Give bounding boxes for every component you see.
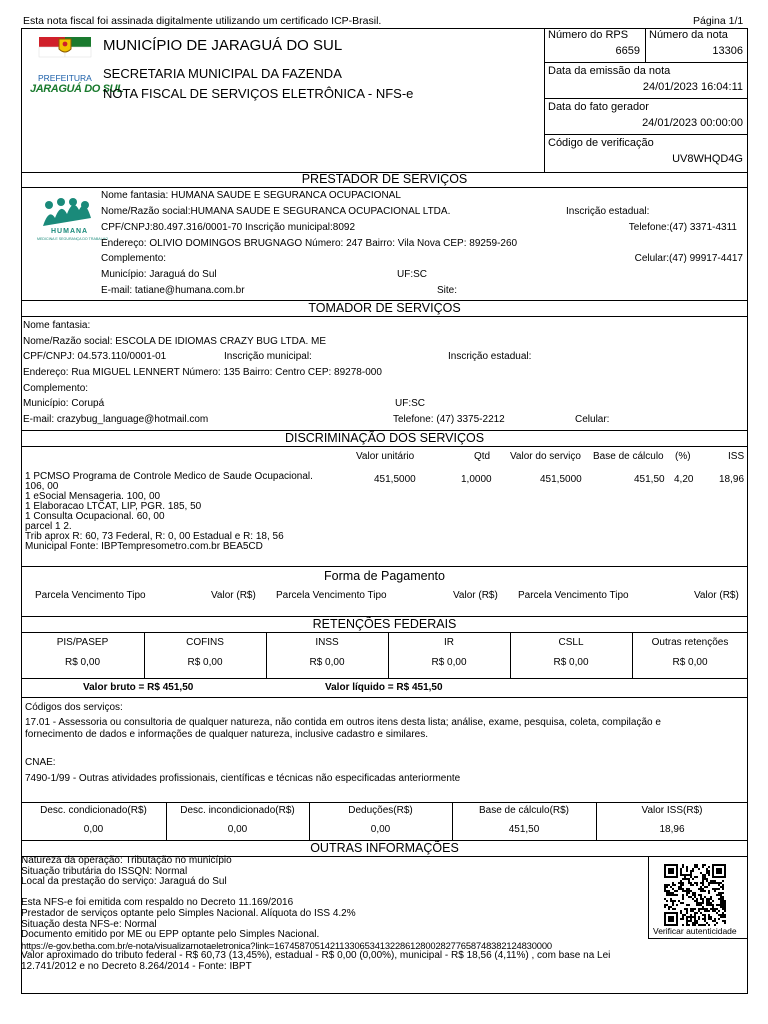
- info-line: Valor aproximado do tributo federal - R$ 60,73 (13,45%), estadual - R$ 0,00 (0,00%), municipal - R$ 18,56 (4,11%) , com base na Lei: [21, 950, 611, 962]
- service-line: 1 Elaboracao LTCAT, LIP, PGR. 185, 50: [25, 501, 202, 512]
- outras-retencoes-label: Outras retenções: [651, 637, 729, 648]
- csll-label: CSLL: [558, 637, 584, 648]
- tomador-uf: UF:SC: [395, 398, 425, 409]
- pis-pasep-label: PIS/PASEP: [56, 637, 109, 648]
- valor-liquido: Valor líquido = R$ 451,50: [325, 682, 443, 693]
- info-line: Esta NFS-e foi emitida com respaldo no Decreto 11.169/2016: [21, 897, 294, 909]
- valor-iss-label: Valor ISS(R$): [641, 805, 703, 816]
- payment-group2-valor: Valor (R$): [453, 590, 498, 601]
- nota-number-label: Número da nota: [649, 29, 728, 41]
- rps-number-value: 6659: [615, 45, 640, 57]
- prestador-section-title: PRESTADOR DE SERVIÇOS: [301, 172, 468, 186]
- prestador-telefone: Telefone:(47) 3371-4311: [628, 222, 737, 233]
- payment-group1-valor: Valor (R$): [211, 590, 256, 601]
- cnae-label: CNAE:: [25, 757, 56, 768]
- inss-label: INSS: [315, 637, 339, 648]
- prestador-celular: Celular:(47) 99917-4417: [634, 253, 743, 264]
- prestador-uf: UF:SC: [397, 269, 427, 280]
- ir-value: R$ 0,00: [431, 657, 467, 668]
- service-code-description-line2: fornecimento de dados e informações de qualquer natureza, inclusive cadastro e similares.: [25, 729, 428, 740]
- pis-pasep-value: R$ 0,00: [64, 657, 101, 668]
- info-line: 12.741/2012 e no Decreto 8.264/2014 - Fonte: IBPT: [21, 960, 252, 972]
- desc-condicionado-value: 0,00: [83, 824, 104, 835]
- info-line: Prestador de serviços optante pelo Simples Nacional. Alíquota do ISS 4.2%: [21, 907, 356, 919]
- service-code-description-line1: 17.01 - Assessoria ou consultoria de qualquer natureza, não contida em outros itens desta lista; análise, exame, pesquisa, coleta, compilação e: [25, 717, 661, 728]
- valor-unitario-value: 451,5000: [374, 474, 416, 485]
- service-line: parcel 1 2.: [25, 521, 72, 532]
- col-qtd: Qtd: [474, 451, 491, 462]
- base-calculo-total-label: Base de cálculo(R$): [478, 805, 570, 816]
- valor-servico-value: 451,5000: [540, 474, 582, 485]
- tomador-inscricao-municipal: Inscrição municipal:: [224, 351, 312, 362]
- desc-incondicionado-label: Desc. incondicionado(R$): [180, 805, 295, 816]
- prestador-municipio: Município: Jaraguá do Sul: [101, 269, 217, 280]
- inss-value: R$ 0,00: [309, 657, 345, 668]
- deducoes-value: 0,00: [370, 824, 391, 835]
- trigger-date-value: 24/01/2023 00:00:00: [642, 117, 743, 129]
- prestador-cpf-cnpj: CPF/CNPJ:80.497.316/0001-70 Inscrição municipal:8092: [101, 222, 356, 233]
- csll-value: R$ 0,00: [553, 657, 589, 668]
- prestador-site: Site:: [437, 285, 458, 296]
- valor-bruto: Valor bruto = R$ 451,50: [83, 682, 194, 693]
- outras-retencoes-value: R$ 0,00: [672, 657, 708, 668]
- tomador-razao-social: Nome/Razão social: ESCOLA DE IDIOMAS CRAZY BUG LTDA. ME: [23, 336, 327, 347]
- desc-condicionado-label: Desc. condicionado(R$): [40, 805, 147, 816]
- cofins-value: R$ 0,00: [187, 657, 223, 668]
- prestador-email: E-mail: tatiane@humana.com.br: [101, 285, 245, 296]
- tomador-telefone: Telefone: (47) 3375-2212: [393, 414, 505, 425]
- emission-date-value: 24/01/2023 16:04:11: [642, 81, 743, 93]
- prestador-inscricao-estadual: Inscrição estadual:: [566, 206, 650, 217]
- people-group-icon: [37, 196, 99, 230]
- tomador-nome-fantasia: Nome fantasia:: [23, 320, 91, 331]
- base-calculo-total-value: 451,50: [508, 824, 540, 835]
- desc-incondicionado-value: 0,00: [227, 824, 248, 835]
- retencoes-section-title: RETENÇÕES FEDERAIS: [312, 617, 457, 631]
- info-line: Situação tributária do ISSQN: Normal: [21, 865, 188, 877]
- percent-value: 4,20: [674, 474, 694, 485]
- tomador-endereco: Endereço: Rua MIGUEL LENNERT Número: 135 Bairro: Centro CEP: 89278-000: [23, 367, 382, 378]
- humana-company-logo: HUMANA MEDICINA E SEGURANÇA DO TRABALHO: [37, 196, 99, 246]
- verification-code-label: Código de verificação: [548, 137, 654, 149]
- base-calculo-value: 451,50: [634, 474, 665, 485]
- prestador-razao-social: Nome/Razão social:HUMANA SAUDE E SEGURANCA OCUPACIONAL LTDA.: [101, 206, 451, 217]
- tomador-email: E-mail: crazybug_language@hotmail.com: [23, 414, 209, 425]
- cofins-label: COFINS: [186, 637, 224, 648]
- nota-number-value: 13306: [712, 45, 743, 57]
- codigos-servicos-label: Códigos dos serviços:: [25, 702, 123, 713]
- document-title: NOTA FISCAL DE SERVIÇOS ELETRÔNICA - NFS-e: [103, 86, 414, 101]
- outras-info-text: [21, 856, 610, 973]
- ir-label: IR: [444, 637, 454, 648]
- tomador-complemento: Complemento:: [23, 383, 89, 394]
- servicos-section-title: DISCRIMINAÇÃO DOS SERVIÇOS: [284, 431, 485, 445]
- pagamento-section-title: Forma de Pagamento: [324, 569, 445, 583]
- col-percent: (%): [675, 451, 691, 462]
- payment-group3-columns: Parcela Vencimento Tipo: [518, 590, 629, 601]
- info-line: Documento emitido por ME ou EPP optante pelo Simples Nacional.: [21, 929, 320, 941]
- info-line: Local da prestação do serviço: Jaraguá do Sul: [21, 876, 227, 888]
- prestador-complemento: Complemento:: [101, 253, 167, 264]
- verify-authenticity-link[interactable]: Verificar autenticidade: [653, 926, 737, 936]
- secretariat-name: SECRETARIA MUNICIPAL DA FAZENDA: [103, 66, 342, 81]
- deducoes-label: Deduções(R$): [348, 805, 413, 816]
- info-line: Natureza da operação: Tributação no município: [21, 855, 232, 866]
- municipality-name: MUNICÍPIO DE JARAGUÁ DO SUL: [103, 37, 343, 54]
- col-iss: ISS: [728, 451, 745, 462]
- service-line: 1 PCMSO Programa de Controle Medico de Saude Ocupacional.: [25, 471, 313, 482]
- tomador-inscricao-estadual: Inscrição estadual:: [448, 351, 532, 362]
- rps-number-label: Número do RPS: [548, 29, 629, 41]
- qr-code-icon[interactable]: [664, 864, 726, 926]
- tomador-cpf-cnpj: CPF/CNPJ: 04.573.110/0001-01: [23, 351, 167, 362]
- tomador-section-title: TOMADOR DE SERVIÇOS: [308, 301, 461, 315]
- prefeitura-jaragua-logo: PREFEITURA JARAGUÁ DO SUL: [33, 33, 105, 99]
- payment-group1-columns: Parcela Vencimento Tipo: [35, 590, 146, 601]
- info-line: Situação desta NFS-e: Normal: [21, 918, 157, 930]
- service-line: 106, 00: [25, 481, 59, 492]
- col-valor-servico: Valor do serviço: [510, 451, 581, 462]
- payment-group2-columns: Parcela Vencimento Tipo: [276, 590, 387, 601]
- city-flag-icon: [33, 33, 105, 73]
- iss-value: 18,96: [719, 474, 745, 485]
- col-base-calculo: Base de cálculo: [593, 451, 664, 462]
- outras-info-section-title: OUTRAS INFORMAÇÕES: [310, 841, 459, 855]
- payment-group3-valor: Valor (R$): [694, 590, 739, 601]
- service-line: 1 eSocial Mensageria. 100, 00: [25, 491, 161, 502]
- page-number: Página 1/1: [693, 15, 744, 27]
- tomador-municipio: Município: Corupá: [23, 398, 105, 409]
- digital-signature-notice: Esta nota fiscal foi assinada digitalmente utilizando um certificado ICP-Brasil.: [23, 15, 382, 27]
- prestador-endereco: Endereço: OLIVIO DOMINGOS BRUGNAGO Número: 247 Bairro: Vila Nova CEP: 89259-260: [101, 238, 518, 249]
- service-line: Trib aprox R: 60, 73 Federal, R: 0, 00 Estadual e R: 18, 56: [25, 531, 284, 542]
- qtd-value: 1,0000: [461, 474, 492, 485]
- valor-iss-value: 18,96: [659, 824, 685, 835]
- service-line: Municipal Fonte: IBPTempresometro.com.br BEA5CD: [25, 541, 263, 552]
- verification-code-value: UV8WHQD4G: [672, 153, 743, 165]
- tomador-celular: Celular:: [575, 414, 610, 425]
- col-valor-unitario: Valor unitário: [356, 451, 415, 462]
- service-description: [25, 472, 313, 552]
- verification-url[interactable]: https://e-gov.betha.com.br/e-nota/visualizarnotaeletronica?link=1674587051421133065341322861280028277658748382124830000: [21, 939, 552, 951]
- emission-date-label: Data da emissão da nota: [548, 65, 671, 77]
- prestador-nome-fantasia: Nome fantasia: HUMANA SAUDE E SEGURANCA OCUPACIONAL: [101, 190, 401, 201]
- service-line: 1 Consulta Ocupacional. 60, 00: [25, 511, 165, 522]
- cnae-description: 7490-1/99 - Outras atividades profissionais, científicas e técnicas não especificadas anteriormente: [25, 773, 461, 784]
- trigger-date-label: Data do fato gerador: [548, 101, 649, 113]
